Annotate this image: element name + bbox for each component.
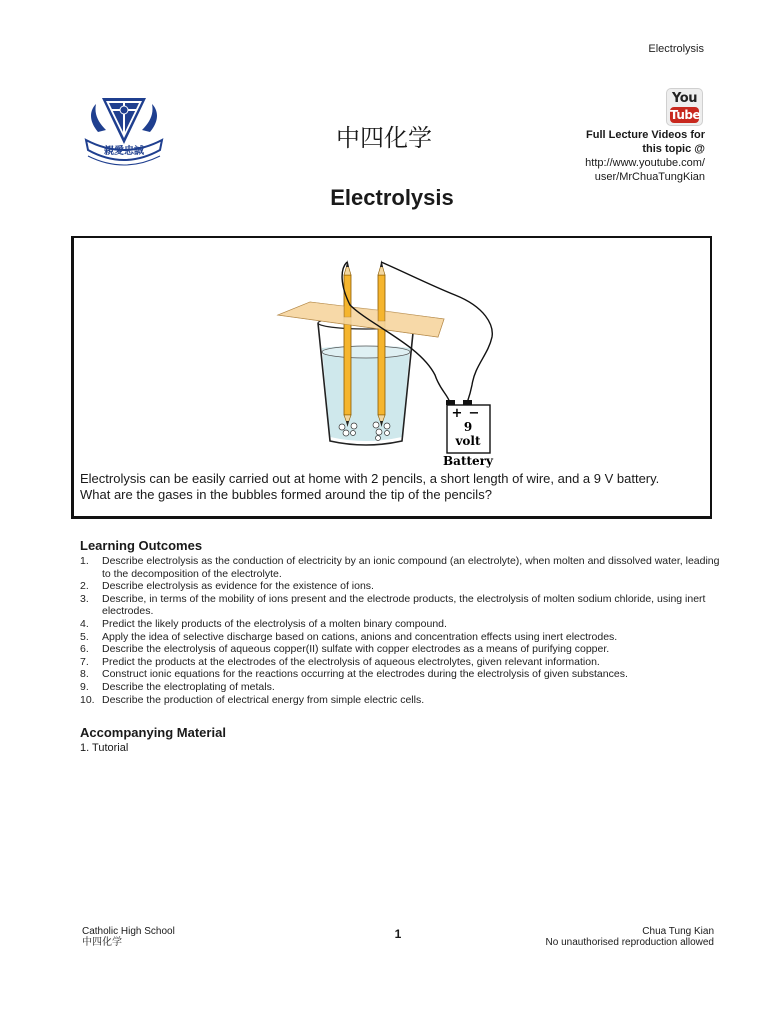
learning-outcomes-heading: Learning Outcomes [80, 538, 203, 553]
list-item: 7. Predict the products at the electrodes of the electrolysis of aqueous electrolytes, given relevant information. [80, 655, 600, 668]
list-item: 5. Apply the idea of selective discharge based on cations, anions and concentration effects using inert electrodes. [80, 630, 618, 643]
list-item: 9. Describe the electroplating of metals. [80, 680, 275, 693]
list-item: 1. Describe electrolysis as the conduction of electricity by an ionic compound (an electrolyte), when molten and dissolved water, leading to the decomposition of the electrolyte. [80, 555, 720, 580]
footer-author: Chua Tung Kian [642, 926, 714, 937]
battery-voltage: 9 [463, 420, 473, 434]
youtube-icon-you: You [672, 91, 697, 106]
accompanying-item-tutorial: 1. Tutorial [80, 742, 129, 754]
battery-label: Battery [443, 454, 493, 468]
youtube-url-line1[interactable]: http://www.youtube.com/ [585, 157, 705, 169]
accompanying-material-heading: Accompanying Material [80, 725, 226, 740]
list-item: 2. Describe electrolysis as evidence for the existence of ions. [80, 580, 374, 593]
list-item: 6. Describe the electrolysis of aqueous copper(II) sulfate with copper electrodes as a means of purifying copper. [80, 643, 610, 656]
youtube-url-line2[interactable]: user/MrChuaTungKian [594, 171, 705, 183]
list-item: 4. Predict the likely products of the electrolysis of a molten binary compound. [80, 617, 447, 630]
youtube-icon[interactable] [666, 88, 703, 126]
chinese-title: 中四化学 [336, 124, 432, 152]
figure-caption [80, 471, 710, 503]
battery-minus: − [468, 406, 480, 421]
youtube-link-block [585, 128, 705, 184]
footer-notice: No unauthorised reproduction allowed [545, 937, 714, 948]
page-number: 1 [394, 927, 402, 941]
learning-outcomes-list [80, 555, 720, 706]
figure-caption-line2: What are the gases in the bubbles formed around the tip of the pencils? [80, 487, 492, 502]
list-item: 3. Describe, in terms of the mobility of ions present and the electrode products, the electrolysis of molten sodium chloride, using inert electrodes. [80, 592, 706, 618]
electrolysis-apparatus-diagram [270, 245, 520, 470]
youtube-icon-tube: Tube [670, 108, 701, 122]
page-title: Electrolysis [330, 185, 454, 210]
list-item: 8. Construct ionic equations for the reactions occurring at the electrodes during the electrolysis of given substances. [80, 668, 628, 681]
battery-unit: volt [455, 434, 481, 448]
youtube-promo-line1: Full Lecture Videos for [586, 129, 705, 141]
list-item: 10. Describe the production of electrical energy from simple electric cells. [80, 693, 425, 706]
svg-text:親愛忠誠: 親愛忠誠 [104, 146, 144, 157]
footer-subject: 中四化学 [82, 937, 122, 948]
footer-school: Catholic High School [82, 926, 175, 937]
battery-plus: + [451, 406, 463, 421]
running-header: Electrolysis [648, 43, 704, 55]
footer-right [546, 926, 714, 948]
youtube-promo-line2: this topic @ [642, 143, 705, 155]
figure-caption-line1: Electrolysis can be easily carried out at home with 2 pencils, a short length of wire, and a 9 V battery. [80, 471, 660, 486]
